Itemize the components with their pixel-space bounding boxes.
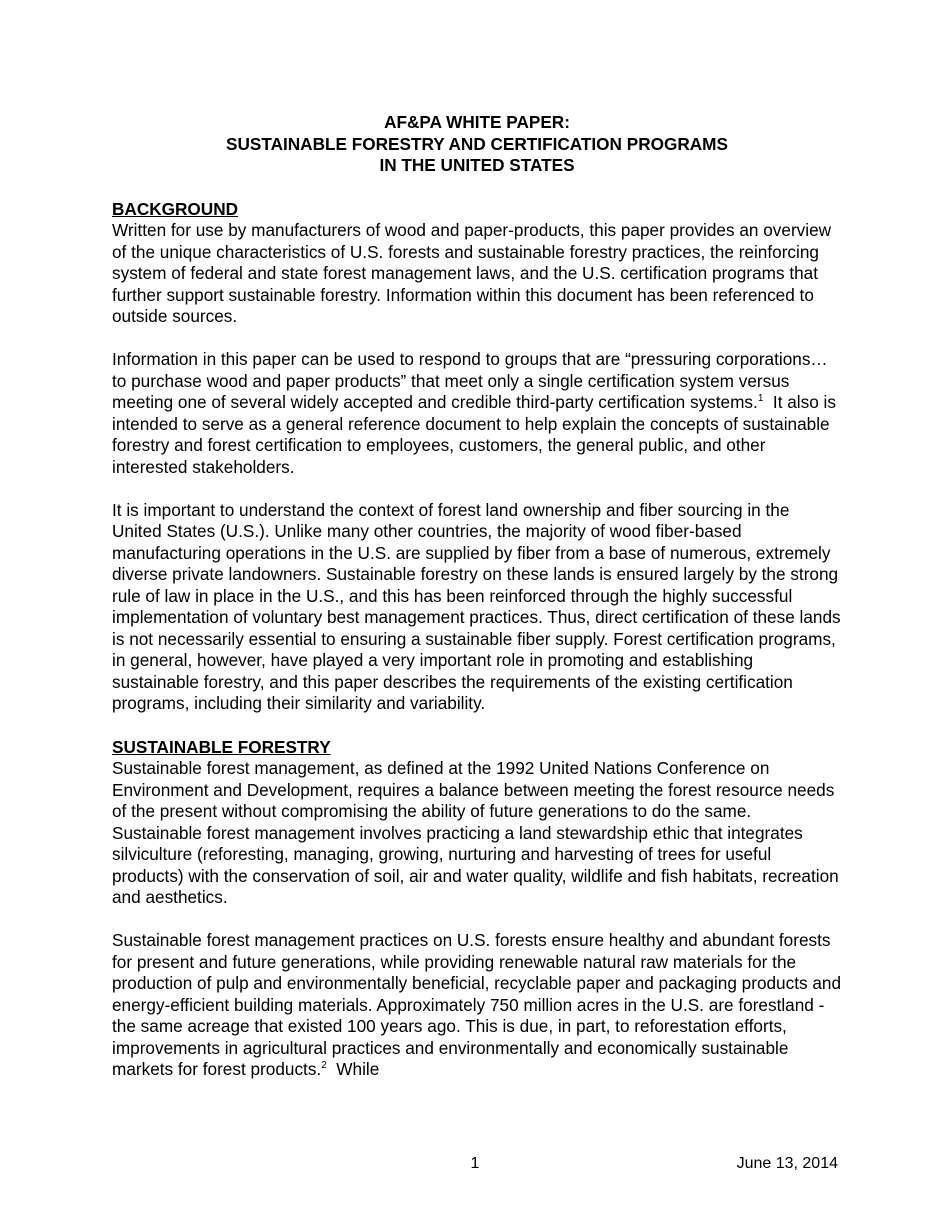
- section-heading-background: BACKGROUND: [112, 198, 239, 219]
- paragraph-text: It also is intended to serve as a general reference document to help explain the concepts of sustainable forestry and forest certification to employees, customers, the general public, and other interested stakeholders.: [112, 392, 841, 477]
- document-title: [112, 112, 842, 177]
- background-paragraph-1: Written for use by manufacturers of wood and paper-products, this paper provides an overview of the unique characteristics of U.S. forests and sustainable forestry practices, the reinforcing system of federal and state forest management laws, and the U.S. certification programs that further support sustainable forestry. Information within this document has been referenced to outside sources.: [112, 220, 832, 326]
- paragraph-text: Information in this paper can be used to respond to groups that are “pressuring corporations… to purchase wood and paper products” that meet only a single certification system versus meeting one of several widely accepted and credible third-party certification systems.: [112, 349, 828, 412]
- sustainable-paragraph-1: Sustainable forest management, as defined at the 1992 United Nations Conference on Environment and Development, requires a balance between meeting the forest resource needs of the present without compromising the ability of future generations to do the same. Sustainable forest management involves practicing a land stewardship ethic that integrates silviculture (reforesting, managing, growing, nurturing and harvesting of trees for useful products) with the conservation of soil, air and water quality, wildlife and fish habitats, recreation and aesthetics.: [112, 758, 839, 907]
- title-line-2: SUSTAINABLE FORESTRY AND CERTIFICATION PROGRAMS: [226, 133, 728, 154]
- paragraph-text: Sustainable forest management practices on U.S. forests ensure healthy and abundant forests for present and future generations, while providing renewable natural raw materials for the production of pulp and environmentally beneficial, recyclable paper and packaging products and energy-efficient building materials. Approximately 750 million acres in the U.S. are forestland - the same acreage that existed 100 years ago. This is due, in part, to reforestation efforts, improvements in agricultural practices and environmentally and economically sustainable markets for forest products.: [112, 930, 842, 1079]
- background-paragraph-3: It is important to understand the context of forest land ownership and fiber sourcing in the United States (U.S.). Unlike many other countries, the majority of wood fiber-based manufacturing operations in the U.S. are supplied by fiber from a base of numerous, extremely diverse private landowners. Sustainable forestry on these lands is ensured largely by the strong rule of law in place in the U.S., and this has been reinforced through the highly successful implementation of voluntary best management practices. Thus, direct certification of these lands is not necessarily essential to ensuring a sustainable fiber supply. Forest certification programs, in general, however, have played a very important role in promoting and establishing sustainable forestry, and this paper describes the requirements of the existing certification programs, including their similarity and variability.: [112, 499, 841, 713]
- footnote-ref-1[interactable]: 1: [757, 393, 764, 404]
- title-line-3: IN THE UNITED STATES: [379, 155, 575, 175]
- background-paragraph-2: [112, 349, 842, 478]
- document-page: [112, 112, 842, 1081]
- paragraph-text: While: [326, 1059, 380, 1079]
- title-line-1: AF&PA WHITE PAPER:: [384, 112, 570, 132]
- footer-date: June 13, 2014: [736, 1155, 838, 1172]
- footnote-ref-2[interactable]: 2: [321, 1060, 327, 1071]
- section-heading-sustainable-forestry: SUSTAINABLE FORESTRY: [112, 736, 331, 757]
- sustainable-paragraph-2: [112, 930, 842, 1081]
- page-number: 1: [470, 1155, 480, 1172]
